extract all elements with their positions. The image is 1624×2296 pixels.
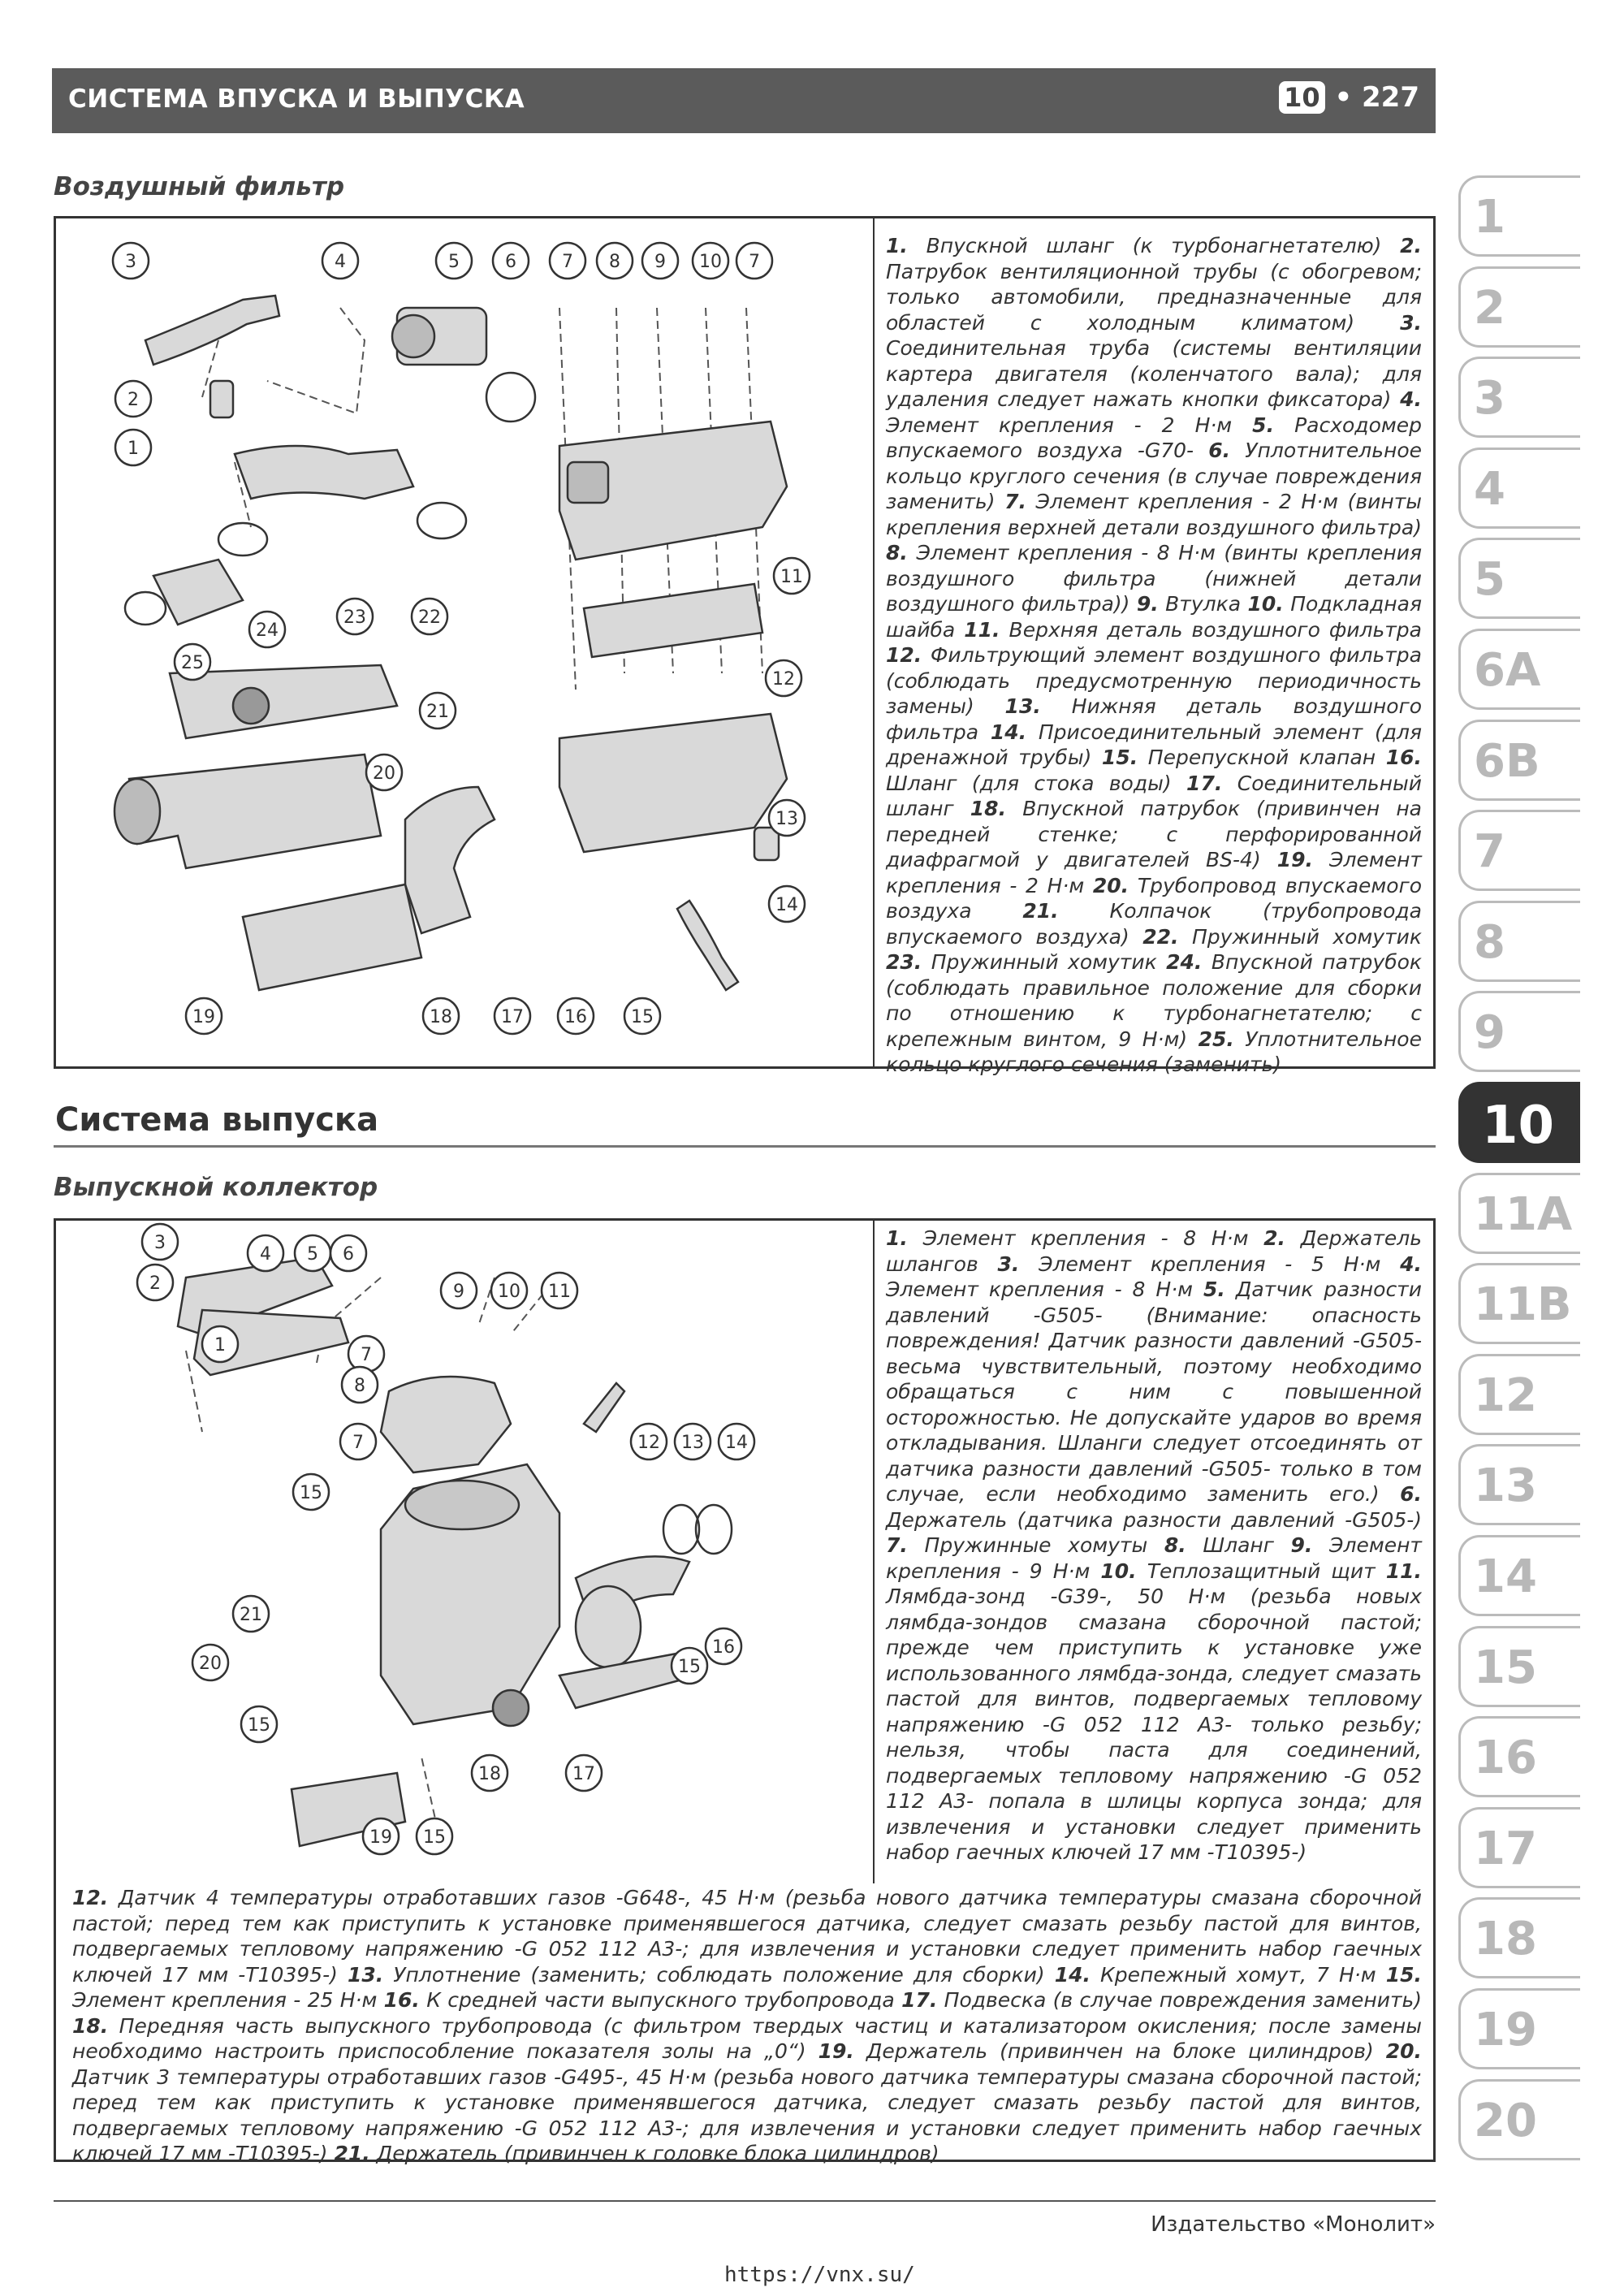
legend-num: 21. bbox=[1022, 899, 1059, 923]
chapter-tab-13[interactable] bbox=[1458, 1444, 1580, 1525]
callout-1 bbox=[202, 1326, 238, 1362]
legend-num: 2. bbox=[1263, 1226, 1286, 1250]
callout-label: 8 bbox=[354, 1376, 365, 1396]
callout-label: 15 bbox=[423, 1827, 446, 1848]
callout-label: 4 bbox=[260, 1244, 271, 1265]
legend-num: 19. bbox=[818, 2039, 854, 2063]
callout-label: 19 bbox=[192, 1007, 215, 1027]
legend-text: Элемент крепления - 8 Н·м bbox=[886, 1278, 1203, 1301]
callout-label: 22 bbox=[418, 608, 441, 628]
legend-num: 1. bbox=[886, 1226, 908, 1250]
chapter-tab-label: 16 bbox=[1474, 1732, 1537, 1785]
exhaust-section-rule bbox=[54, 1145, 1436, 1148]
callout-20 bbox=[366, 755, 402, 790]
chapter-tab-18[interactable] bbox=[1458, 1897, 1580, 1978]
legend-text: Втулка bbox=[1158, 592, 1248, 616]
chapter-tab-1[interactable] bbox=[1458, 175, 1580, 257]
callout-label: 6 bbox=[343, 1244, 354, 1265]
page-header bbox=[52, 68, 1436, 133]
exhaust-legend-text bbox=[886, 1226, 1422, 1866]
page-number: 227 bbox=[1362, 81, 1419, 114]
legend-text: Элемент крепления - 2 Н·м bbox=[886, 413, 1253, 437]
legend-num: 10. bbox=[1247, 592, 1284, 616]
chapter-tab-2[interactable] bbox=[1458, 266, 1580, 348]
callout-label: 11 bbox=[780, 567, 803, 587]
callout-20 bbox=[192, 1645, 228, 1680]
callout-label: 18 bbox=[478, 1764, 501, 1784]
callout-label: 16 bbox=[712, 1637, 735, 1658]
legend-num: 5. bbox=[1203, 1278, 1225, 1301]
callout-label: 14 bbox=[775, 895, 798, 915]
callout-label: 20 bbox=[373, 763, 395, 784]
callout-12 bbox=[631, 1424, 667, 1459]
callout-label: 13 bbox=[775, 809, 798, 829]
callout-2 bbox=[115, 381, 151, 417]
chapter-tab-19[interactable] bbox=[1458, 1988, 1580, 2069]
callout-15 bbox=[624, 998, 660, 1034]
legend-num: 9. bbox=[1136, 592, 1159, 616]
legend-text: Элемент крепления - 2 Н·м (винты крепления верхней детали воздушного фильтра) bbox=[886, 490, 1422, 539]
legend-num: 21. bbox=[334, 2142, 370, 2165]
callout-label: 9 bbox=[453, 1282, 464, 1302]
legend-num: 16. bbox=[1385, 746, 1422, 769]
legend-text: Перепускной клапан bbox=[1138, 746, 1386, 769]
callout-10 bbox=[693, 243, 728, 279]
legend-num: 18. bbox=[970, 797, 1007, 820]
callout-16 bbox=[706, 1628, 741, 1664]
legend-num: 6. bbox=[1208, 439, 1231, 462]
callout-label: 3 bbox=[154, 1233, 166, 1253]
legend-num: 15. bbox=[1385, 1962, 1422, 1987]
chapter-tab-label: 2 bbox=[1474, 281, 1505, 335]
chapter-tab-17[interactable] bbox=[1458, 1807, 1580, 1888]
exhaust-separator bbox=[873, 1221, 875, 1883]
chapter-tab-label: 7 bbox=[1474, 825, 1505, 879]
legend-text: Впускной шланг (к турбонагнетателю) bbox=[907, 234, 1401, 257]
callout-14 bbox=[769, 886, 805, 922]
chapter-tab-label: 20 bbox=[1474, 2094, 1537, 2147]
chapter-tab-10[interactable] bbox=[1458, 1082, 1580, 1163]
callout-label: 7 bbox=[361, 1345, 372, 1365]
chapter-tab-label: 15 bbox=[1474, 1641, 1537, 1694]
legend-text: Элемент крепления - 8 Н·м bbox=[907, 1226, 1264, 1250]
legend-num: 14. bbox=[1054, 1962, 1091, 1987]
legend-text: Впускной патрубок (привинчен на передней стенке; с перфорированной диафрагмой у двигателей BS-4) bbox=[886, 797, 1422, 871]
legend-text: Элемент крепления - 5 Н·м bbox=[1019, 1252, 1401, 1276]
legend-text: Элемент крепления - 9 Н·м bbox=[886, 1533, 1422, 1583]
chapter-tab-label: 1 bbox=[1474, 191, 1505, 244]
callout-label: 25 bbox=[181, 653, 204, 673]
chapter-tab-label: 6B bbox=[1474, 734, 1540, 788]
callout-8 bbox=[597, 243, 633, 279]
chapter-tab-label: 11B bbox=[1474, 1278, 1572, 1332]
section-title: СИСТЕМА ВПУСКА И ВЫПУСКА bbox=[68, 84, 525, 114]
callout-label: 15 bbox=[631, 1007, 654, 1027]
legend-text: Элемент крепления - 2 Н·м bbox=[886, 848, 1422, 897]
exhaust-figure-box bbox=[54, 1218, 1436, 2165]
callout-3 bbox=[142, 1224, 178, 1260]
chapter-tab-11b[interactable] bbox=[1458, 1263, 1580, 1344]
legend-text: Уплотнительное кольцо круглого сечения (заменить) bbox=[886, 1027, 1422, 1076]
air-filter-diagram bbox=[56, 218, 871, 1066]
chapter-tab-label: 5 bbox=[1474, 553, 1505, 607]
callout-7 bbox=[736, 243, 772, 279]
callout-label: 16 bbox=[564, 1007, 587, 1027]
legend-num: 11. bbox=[964, 617, 1000, 642]
legend-num: 4. bbox=[1400, 387, 1422, 411]
legend-num: 15. bbox=[1101, 746, 1138, 769]
exhaust-legend-text-continued bbox=[72, 1885, 1422, 2167]
callout-label: 9 bbox=[654, 252, 666, 272]
footer-rule bbox=[54, 2200, 1436, 2202]
callout-6 bbox=[330, 1235, 366, 1271]
callout-21 bbox=[233, 1596, 269, 1632]
callout-7 bbox=[550, 243, 585, 279]
legend-text: Элемент крепления - 8 Н·м (винты крепления воздушного фильтра (нижней детали воздушного фильтра)) bbox=[886, 541, 1422, 616]
chapter-tab-12[interactable] bbox=[1458, 1354, 1580, 1435]
legend-text: Нижняя деталь воздушного фильтра bbox=[886, 694, 1422, 744]
legend-num: 8. bbox=[1164, 1533, 1186, 1557]
source-url: https://vnx.su/ bbox=[724, 2263, 915, 2287]
callout-label: 4 bbox=[335, 252, 346, 272]
legend-num: 5. bbox=[1252, 413, 1275, 437]
chapter-tab-4[interactable] bbox=[1458, 448, 1580, 529]
callout-5 bbox=[295, 1235, 330, 1271]
chapter-tab-9[interactable] bbox=[1458, 991, 1580, 1072]
legend-num: 20. bbox=[1092, 873, 1129, 897]
chapter-tab-label: 6A bbox=[1474, 644, 1541, 697]
callout-15 bbox=[417, 1818, 452, 1854]
callout-19 bbox=[363, 1818, 399, 1854]
legend-text: Пружинный хомутик bbox=[1178, 924, 1422, 949]
exhaust-manifold-heading: Выпускной коллектор bbox=[54, 1173, 378, 1202]
chapter-tab-6b[interactable] bbox=[1458, 720, 1580, 801]
legend-text: Держатель (датчика разности давлений -G505-) bbox=[886, 1507, 1422, 1532]
callout-19 bbox=[186, 998, 222, 1034]
callout-14 bbox=[719, 1424, 754, 1459]
legend-text: Лямбда-зонд -G39-, 50 Н·м (резьба новых лямбда-зондов смазана сборочной пастой; прежде чем приступить к установке уже использованного лямбда-зонда, следует смазать пастой для винтов, подвергаемых тепловому напряжению -G 052 112 A3- только резьбу; нельзя, чтобы паста для соединений, подвергаемых тепловому напряжению -G 052 112 A3- попала в шлицы корпуса зонда; для извлечения и установки следует применить набор гаечных ключей 17 мм -T10395-) bbox=[886, 1585, 1422, 1864]
chapter-tab-14[interactable] bbox=[1458, 1535, 1580, 1616]
callout-label: 15 bbox=[678, 1657, 701, 1677]
legend-text: Впускной патрубок (соблюдать правильное положение для сборки по отношению к турбонагнетателю; с крепежным винтом, 9 Н·м) bbox=[886, 950, 1423, 1051]
callout-label: 23 bbox=[343, 608, 366, 628]
callout-24 bbox=[249, 612, 285, 647]
callout-11 bbox=[542, 1273, 577, 1308]
air-filter-separator bbox=[873, 218, 875, 1066]
legend-text: Датчик 3 температуры отработавших газов -G495-, 45 Н·м (резьба нового датчика температуры смазана сборочной пастой; перед тем как приступить к установке применявшегося датчика, следует смазать резьбу пастой для винтов, подвергаемых тепловому напряжению -G 052 112 A3-; для извлечения и установки следует применить набор гаечных ключей 17 мм -T10395-) bbox=[72, 2065, 1422, 2165]
legend-text: Элемент крепления - 25 Н·м bbox=[72, 1988, 384, 2012]
legend-text: Пружинный хомутик bbox=[922, 950, 1167, 974]
legend-text: Расходомер впускаемого воздуха -G70- bbox=[886, 413, 1422, 462]
legend-text: Уплотнительное кольцо круглого сечения (в случае повреждения заменить) bbox=[886, 439, 1422, 513]
legend-text: Держатель (привинчен к головке блока цилиндров) bbox=[369, 2142, 939, 2165]
callout-5 bbox=[436, 243, 472, 279]
legend-num: 3. bbox=[1400, 310, 1422, 335]
chapter-tab-8[interactable] bbox=[1458, 901, 1580, 982]
chapter-tab-16[interactable] bbox=[1458, 1716, 1580, 1797]
callout-1 bbox=[115, 430, 151, 465]
callout-label: 15 bbox=[248, 1715, 270, 1736]
callout-label: 15 bbox=[300, 1483, 322, 1503]
callout-18 bbox=[423, 998, 459, 1034]
chapter-tab-11a[interactable] bbox=[1458, 1173, 1580, 1254]
legend-num: 2. bbox=[1400, 234, 1422, 257]
legend-num: 6. bbox=[1400, 1482, 1422, 1506]
chapter-tab-label: 12 bbox=[1474, 1369, 1537, 1422]
legend-text: Датчик 4 температуры отработавших газов -G648-, 45 Н·м (резьба нового датчика температуры смазана сборочной пастой; перед тем как приступить к установке применявшегося датчика, следует смазать резьбу пастой для винтов, подвергаемых тепловому напряжению -G 052 112 A3-; для извлечения и установки следует применить набор гаечных ключей 17 мм -T10395-) bbox=[72, 1886, 1422, 1987]
legend-text: Уплотнение (заменить; соблюдать положение для сборки) bbox=[383, 1962, 1055, 1987]
callout-4 bbox=[322, 243, 358, 279]
chapter-tab-label: 9 bbox=[1474, 1006, 1505, 1060]
callout-4 bbox=[248, 1235, 283, 1271]
callout-label: 7 bbox=[562, 252, 573, 272]
legend-text: Шланг (для стока воды) bbox=[886, 771, 1187, 795]
legend-num: 1. bbox=[886, 234, 908, 257]
callout-label: 17 bbox=[572, 1764, 595, 1784]
callout-label: 21 bbox=[240, 1605, 262, 1625]
callout-8 bbox=[342, 1367, 378, 1403]
chapter-tab-label: 18 bbox=[1474, 1913, 1537, 1966]
legend-text: Держатель (привинчен на блоке цилиндров) bbox=[853, 2039, 1386, 2063]
legend-text: Датчик разности давлений -G505- (Внимание: опасность повреждения! Датчик разности давлений -G505- весьма чувствительный, поэтому необходимо обращаться с ним с повышенной осторожностью. Не допускайте ударов во время откладывания. Шланги следует отсоединять от датчика разности давлений -G505- только в том случае, если необходимо заменить его.) bbox=[886, 1278, 1422, 1506]
legend-text: Пружинные хомуты bbox=[907, 1533, 1164, 1557]
legend-text: Трубопровод впускаемого воздуха bbox=[886, 873, 1422, 923]
callout-7 bbox=[348, 1336, 384, 1372]
page-separator: • bbox=[1334, 81, 1353, 114]
legend-num: 20. bbox=[1385, 2039, 1422, 2063]
callout-21 bbox=[420, 693, 456, 729]
chapter-tab-5[interactable] bbox=[1458, 538, 1580, 619]
callout-label: 14 bbox=[725, 1433, 748, 1453]
chapter-tab-label: 14 bbox=[1474, 1550, 1537, 1603]
chapter-tab-15[interactable] bbox=[1458, 1626, 1580, 1707]
legend-text: Верхняя деталь воздушного фильтра bbox=[1000, 617, 1422, 642]
callout-13 bbox=[769, 800, 805, 836]
legend-num: 7. bbox=[1004, 490, 1026, 513]
legend-text: К средней части выпускного трубопровода bbox=[419, 1988, 902, 2012]
callout-label: 13 bbox=[681, 1433, 704, 1453]
legend-text: Теплозащитный щит bbox=[1136, 1559, 1386, 1583]
callout-6 bbox=[493, 243, 529, 279]
legend-num: 23. bbox=[886, 950, 922, 974]
callout-label: 3 bbox=[125, 252, 136, 272]
callout-label: 20 bbox=[199, 1654, 222, 1674]
legend-text: Крепежный хомут, 7 Н·м bbox=[1090, 1962, 1386, 1987]
chapter-tab-label: 3 bbox=[1474, 372, 1505, 426]
chapter-tab-3[interactable] bbox=[1458, 357, 1580, 438]
publisher-label: Издательство «Монолит» bbox=[1151, 2212, 1436, 2237]
legend-text: Колпачок (трубопровода впускаемого воздуха) bbox=[886, 899, 1423, 949]
legend-num: 18. bbox=[72, 2013, 109, 2038]
legend-text: Фильтрующий элемент воздушного фильтра (соблюдать предусмотренную периодичность замены) bbox=[886, 643, 1422, 718]
callout-7 bbox=[340, 1424, 376, 1459]
callout-label: 2 bbox=[149, 1273, 161, 1294]
callout-label: 7 bbox=[749, 252, 760, 272]
callout-23 bbox=[337, 599, 373, 634]
air-filter-figure-box bbox=[54, 216, 1436, 1076]
callout-label: 12 bbox=[637, 1433, 660, 1453]
page-number-block bbox=[1279, 81, 1419, 114]
legend-num: 25. bbox=[1198, 1027, 1234, 1051]
chapter-tab-label: 19 bbox=[1474, 2004, 1537, 2056]
legend-num: 7. bbox=[886, 1533, 908, 1557]
callout-label: 10 bbox=[498, 1282, 520, 1302]
legend-num: 17. bbox=[901, 1988, 938, 2012]
chapter-tab-label: 8 bbox=[1474, 915, 1505, 969]
callout-label: 21 bbox=[426, 702, 449, 722]
exhaust-diagram bbox=[56, 1221, 871, 1883]
chapter-tab-7[interactable] bbox=[1458, 810, 1580, 891]
callout-label: 2 bbox=[127, 390, 139, 410]
chapter-tab-label: 11A bbox=[1474, 1187, 1573, 1241]
callout-label: 11 bbox=[548, 1282, 571, 1302]
legend-num: 13. bbox=[347, 1962, 384, 1987]
legend-num: 19. bbox=[1276, 848, 1314, 871]
callout-label: 6 bbox=[505, 252, 516, 272]
legend-text: Шланг bbox=[1186, 1533, 1291, 1557]
callout-label: 18 bbox=[430, 1007, 452, 1027]
callout-9 bbox=[441, 1273, 477, 1308]
callout-10 bbox=[491, 1273, 527, 1308]
callout-label: 5 bbox=[448, 252, 460, 272]
callout-13 bbox=[675, 1424, 710, 1459]
callout-label: 1 bbox=[214, 1335, 226, 1356]
legend-text: Держатель шлангов bbox=[886, 1226, 1422, 1276]
callout-2 bbox=[137, 1265, 173, 1300]
callout-16 bbox=[558, 998, 594, 1034]
legend-text: Соединительный шланг bbox=[886, 771, 1422, 820]
air-filter-heading: Воздушный фильтр bbox=[54, 172, 345, 201]
legend-text: Патрубок вентиляционной трубы (с обогревом; только автомобили, предназначенные для областей с холодным климатом) bbox=[886, 259, 1422, 335]
exhaust-section-heading: Система выпуска bbox=[55, 1101, 379, 1139]
legend-text: Соединительная труба (системы вентиляции картера двигателя (коленчатого вала); для удаления следует нажать кнопки фиксатора) bbox=[886, 336, 1422, 411]
chapter-tab-label: 10 bbox=[1482, 1096, 1555, 1156]
callout-label: 12 bbox=[772, 669, 795, 690]
callout-17 bbox=[495, 998, 530, 1034]
callout-label: 1 bbox=[127, 439, 139, 459]
callout-label: 7 bbox=[352, 1433, 364, 1453]
legend-text: Подкладная шайба bbox=[886, 592, 1422, 642]
callout-15 bbox=[293, 1474, 329, 1510]
legend-num: 10. bbox=[1100, 1559, 1137, 1583]
legend-num: 16. bbox=[383, 1988, 420, 2012]
legend-num: 12. bbox=[72, 1886, 109, 1909]
callout-3 bbox=[113, 243, 149, 279]
chapter-tab-label: 4 bbox=[1474, 462, 1505, 516]
air-filter-legend-text bbox=[886, 233, 1422, 1078]
legend-num: 8. bbox=[886, 541, 908, 564]
legend-text: Подвеска (в случае повреждения заменить) bbox=[937, 1988, 1422, 2012]
callout-label: 17 bbox=[501, 1007, 524, 1027]
chapter-tab-label: 17 bbox=[1474, 1822, 1537, 1875]
callout-15 bbox=[241, 1706, 277, 1742]
callout-18 bbox=[472, 1755, 508, 1791]
legend-num: 24. bbox=[1166, 950, 1203, 974]
legend-num: 9. bbox=[1290, 1533, 1313, 1557]
callout-label: 19 bbox=[369, 1827, 392, 1848]
legend-num: 3. bbox=[997, 1252, 1020, 1276]
legend-num: 14. bbox=[990, 720, 1027, 744]
legend-num: 17. bbox=[1186, 771, 1223, 795]
callout-label: 8 bbox=[609, 252, 620, 272]
legend-text: Передняя часть выпускного трубопровода (с фильтром твердых частиц и катализатором окисления; после замены необходимо настроить приспособление показателя золы на „0“) bbox=[72, 2013, 1422, 2063]
callout-12 bbox=[766, 660, 801, 696]
chapter-badge: 10 bbox=[1279, 81, 1325, 114]
legend-num: 22. bbox=[1142, 924, 1179, 949]
callout-11 bbox=[774, 558, 810, 594]
callout-17 bbox=[566, 1755, 602, 1791]
callout-label: 5 bbox=[307, 1244, 318, 1265]
legend-num: 4. bbox=[1400, 1252, 1422, 1276]
legend-num: 11. bbox=[1385, 1559, 1422, 1583]
chapter-tab-6a[interactable] bbox=[1458, 629, 1580, 710]
legend-num: 12. bbox=[886, 643, 922, 667]
callout-25 bbox=[175, 644, 210, 680]
callout-15 bbox=[672, 1648, 707, 1684]
chapter-tab-label: 13 bbox=[1474, 1459, 1537, 1513]
chapter-tab-20[interactable] bbox=[1458, 2079, 1580, 2160]
legend-num: 13. bbox=[1004, 694, 1041, 718]
legend-text: Присоединительный элемент (для дренажной трубы) bbox=[886, 720, 1422, 769]
callout-label: 10 bbox=[699, 252, 722, 272]
callout-9 bbox=[642, 243, 678, 279]
callout-22 bbox=[412, 599, 447, 634]
callout-label: 24 bbox=[256, 620, 279, 641]
